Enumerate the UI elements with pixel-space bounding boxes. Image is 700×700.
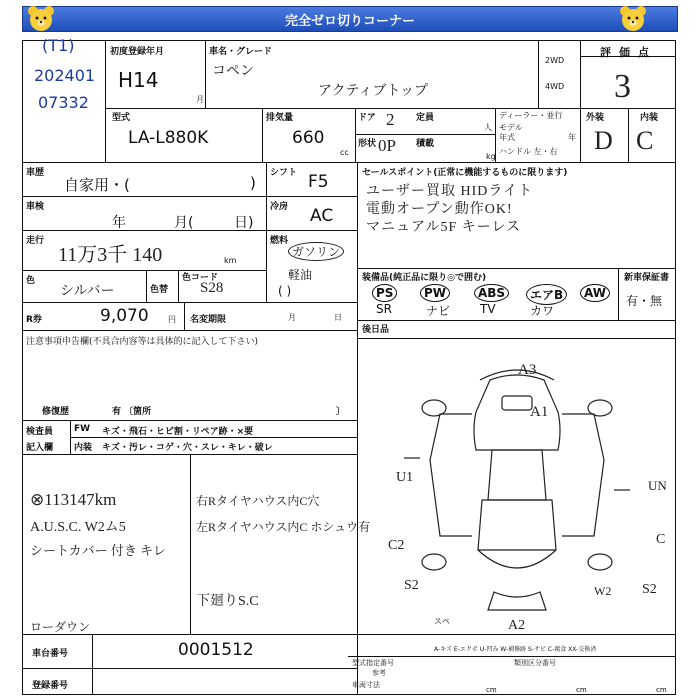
handwritten-line1: ⊗113147km (30, 490, 117, 509)
color-swap-label: 色替 (150, 285, 169, 295)
inspector-fw-items: キズ・飛石・ヒビ割・リペア跡・×要 (102, 427, 254, 437)
damage-mark-a1: A1 (530, 404, 549, 420)
history-value: 自家用・( (64, 176, 130, 194)
diagram-legend: A-キズ E-エクボ U-凹み W-補修跡 S-サビ C-腐食 XX-交換済 (434, 646, 597, 653)
bottom-ref-l2: 参考 (372, 669, 386, 677)
bottom-ref-cm: cm (656, 686, 667, 694)
recycle-unit: 円 (168, 315, 176, 324)
equipment-row2-item: SR (376, 302, 392, 316)
displacement-unit: cc (340, 148, 349, 157)
divider (70, 437, 357, 438)
divider (22, 162, 676, 163)
sales-line2: 電動オープン動作OK! (366, 202, 513, 217)
drive-4wd: 4WD (545, 82, 565, 91)
divider (355, 108, 356, 162)
equipment-row1-item: PS (372, 284, 397, 302)
divider (22, 330, 357, 331)
history-label: 車歴 (26, 168, 45, 178)
deregister-month: 月 (288, 313, 296, 322)
shift-value: F5 (308, 172, 329, 192)
bottom-ref-cm: cm (486, 686, 497, 694)
damage-mark-w2: W2 (594, 584, 612, 598)
divider (22, 270, 266, 271)
dealer-line3-unit: 年 (568, 133, 576, 142)
inspector-int-label: 内装 (74, 443, 93, 453)
divider (538, 40, 539, 108)
damage-mark-u1: U1 (396, 470, 414, 485)
dealer-line1: ディーラー・並行 (499, 111, 563, 120)
shift-label: シフト (270, 168, 298, 178)
color-label: 色 (26, 276, 36, 286)
model-value: LA-L880K (128, 128, 209, 148)
damage-mark-s2-left: S2 (404, 578, 419, 593)
bottom-ref-cm: cm (576, 686, 587, 694)
mileage-value: 11万3千 140 (58, 244, 163, 266)
divider (92, 634, 93, 695)
bear-mascot-icon-left (26, 4, 56, 34)
equipment-title: 装備品(純正品に限り◎で囲む) (362, 273, 487, 283)
color-code-value: S28 (200, 280, 224, 296)
warranty-label: 新車保証書 (624, 273, 670, 283)
divider (190, 454, 191, 634)
score-value: 3 (614, 68, 631, 105)
registration-label: 初度登録年月 (110, 47, 165, 57)
recycle-label: R券 (26, 315, 42, 325)
divider (262, 108, 263, 162)
divider (348, 656, 676, 657)
divider (22, 230, 357, 231)
registration-value: H14 (118, 68, 159, 92)
interior-label: 内装 (640, 113, 659, 123)
inspector-int-items: キズ・汚レ・コゲ・穴・スレ・キレ・破レ (102, 443, 273, 453)
registration-month-unit: 月 (196, 95, 204, 104)
shape-label: 形状 (358, 139, 377, 149)
divider (22, 668, 357, 669)
damage-mark-un: UN (648, 478, 667, 493)
damage-mark-a2: A2 (508, 618, 526, 633)
equipment-row1-item: ABS (474, 284, 509, 302)
repair-label: 修復歴 (42, 407, 70, 417)
fuel-gas: ガソリン (288, 242, 344, 261)
divider (618, 268, 619, 320)
damage-mark-c: C (656, 532, 666, 547)
handwritten-line2: A.U.S.C. W2ム5 (30, 520, 126, 535)
equipment-row2-item: カワ (530, 304, 555, 318)
divider (357, 268, 676, 269)
exterior-label: 外装 (586, 113, 605, 123)
color-value: シルバー (60, 284, 115, 299)
displacement-value: 660 (292, 128, 325, 148)
warranty-value: 有・無 (626, 294, 663, 308)
lot-line2: 202401 (34, 66, 96, 85)
drive-2wd: 2WD (545, 56, 565, 65)
divider (628, 108, 629, 162)
handwritten-bottom: 下廻りS.C (196, 594, 259, 609)
aircon-label: 冷房 (270, 202, 289, 212)
loading-unit: kg (486, 152, 496, 161)
divider (357, 162, 358, 695)
equipment-row2-item: ナビ (426, 304, 451, 318)
dealer-line3: 年式 (499, 133, 515, 142)
divider (184, 302, 185, 330)
car-name: コペン (212, 64, 254, 79)
model-label: 型式 (112, 113, 131, 123)
bottom-ref-l3: 車両寸法 (352, 681, 380, 689)
equipment-row2-item: TV (480, 302, 496, 316)
notice-label: 注意事項申告欄(不具合内容等は具体的に記入して下さい) (26, 337, 259, 347)
plate-label: 登録番号 (32, 681, 69, 691)
damage-mark-a3: A3 (518, 362, 537, 378)
inspector-label2: 記入欄 (26, 443, 54, 453)
damage-mark-c2: C2 (388, 538, 405, 553)
divider (22, 196, 357, 197)
aircon-value: AC (310, 206, 334, 226)
divider (146, 270, 147, 302)
interior-value: C (636, 126, 654, 155)
shape-value: 0P (378, 136, 396, 155)
divider (178, 270, 179, 302)
score-label: 評価点 (600, 46, 657, 59)
fitted-label: 後日品 (362, 325, 390, 335)
mileage-unit: km (224, 256, 237, 265)
bottom-ref-l1b: 類別区分番号 (514, 659, 556, 667)
divider (580, 40, 581, 162)
car-label: 車名・グレード (209, 47, 273, 57)
car-grade: アクティブトップ (318, 84, 429, 99)
inspector-label1: 検査員 (26, 427, 54, 437)
chassis-value: 0001512 (178, 640, 254, 660)
inspection-year: 年 (112, 215, 126, 231)
dealer-line2: モデル (499, 123, 523, 132)
doors-value: 2 (386, 110, 395, 129)
fuel-paren: ( ) (278, 284, 292, 298)
lot-line3: 07332 (38, 93, 89, 112)
divider (266, 162, 267, 302)
damage-mark-s2-right: S2 (642, 582, 657, 597)
inspector-fw-label: FW (74, 424, 91, 434)
equipment-row1-item: PW (420, 284, 450, 302)
capacity-unit: 人 (484, 123, 492, 132)
handwritten-line3: シートカバー 付き キレ (30, 543, 166, 558)
color-code-label: 色コード (182, 273, 219, 283)
diagram-sub-label: スペ (434, 617, 450, 626)
lot-line1: (T1) (42, 36, 75, 55)
inspection-label: 車検 (26, 202, 45, 212)
divider (357, 338, 676, 339)
displacement-label: 排気量 (266, 113, 294, 123)
divider (495, 108, 496, 162)
mileage-label: 走行 (26, 236, 45, 246)
header-title: 完全ゼロ切りコーナー (284, 14, 415, 29)
divider (106, 108, 580, 109)
equipment-row1-item: エアB (526, 284, 567, 305)
repair-value: 有 〔箇所 (112, 407, 152, 417)
chassis-label: 車台番号 (32, 649, 69, 659)
inspection-month: 月( (174, 215, 194, 231)
divider (22, 420, 357, 421)
fuel-label: 燃料 (270, 236, 289, 246)
capacity-label: 定員 (416, 113, 435, 123)
sales-line3: マニュアル5F キーレス (366, 220, 522, 235)
handwritten-note: ローダウン (30, 620, 91, 634)
deregister-label: 名変期限 (190, 315, 227, 325)
deregister-day: 日 (334, 313, 342, 322)
dealer-line4: ハンドル 左・右 (499, 147, 558, 156)
divider (205, 40, 206, 108)
handwritten-right2: 左Rタイヤハウス内C ホシュウ有 (196, 520, 371, 534)
divider (355, 134, 495, 135)
recycle-value: 9,070 (100, 306, 149, 326)
doors-label: ドア (358, 113, 376, 123)
exterior-value: D (594, 126, 613, 155)
bottom-ref-l1: 型式指定番号 (352, 659, 394, 667)
sales-title: セールスポイント(正常に機能するものに限ります) (362, 168, 568, 178)
sales-line1: ユーザー買取 HIDライト (366, 184, 533, 199)
inspection-day: 日) (234, 215, 254, 231)
divider (22, 302, 357, 303)
divider (580, 56, 676, 57)
divider (357, 320, 676, 321)
handwritten-right1: 右Rタイヤハウス内C穴 (196, 494, 320, 508)
loading-label: 積載 (416, 139, 435, 149)
history-close: ) (250, 174, 256, 192)
repair-close: 〕 (336, 407, 346, 417)
equipment-row1-item: AW (580, 284, 610, 302)
bear-mascot-icon-right (618, 4, 648, 34)
fuel-diesel: 軽油 (288, 268, 313, 282)
